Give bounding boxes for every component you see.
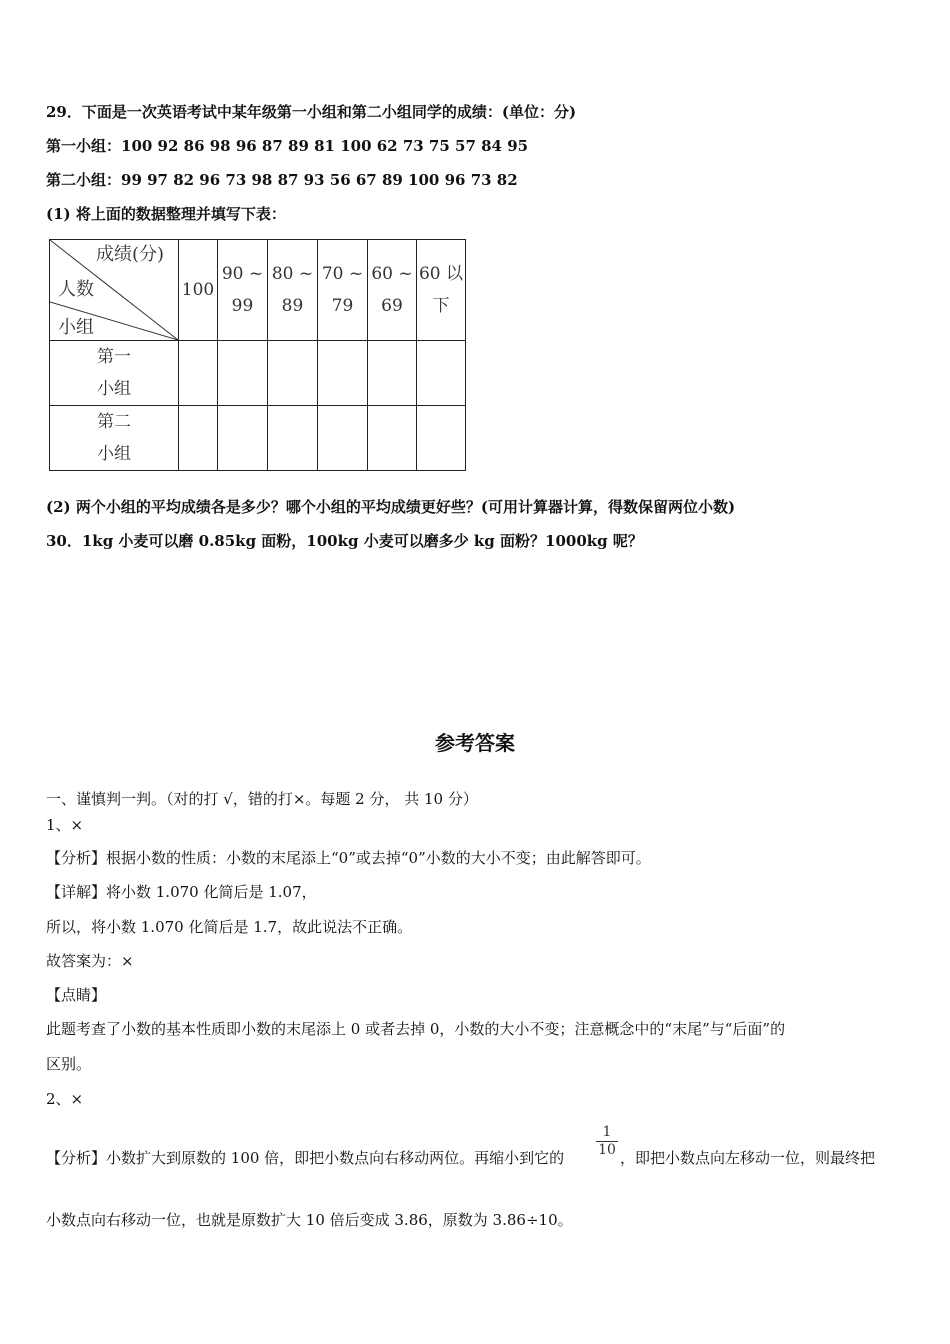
table-row bbox=[50, 406, 466, 471]
answer1-so: 所以，将小数 1.070 化简后是 1.7，故此说法不正确。 bbox=[46, 918, 413, 936]
answers-title: 参考答案 bbox=[435, 731, 515, 755]
col-header bbox=[218, 240, 268, 341]
fraction-denominator: 10 bbox=[596, 1141, 618, 1159]
col-header bbox=[368, 240, 417, 341]
answer1-comment-line2: 区别。 bbox=[46, 1055, 92, 1073]
blank-cell[interactable] bbox=[318, 341, 368, 406]
blank-cell[interactable] bbox=[268, 341, 318, 406]
col-header bbox=[417, 240, 466, 341]
col-header-line1: 100 bbox=[181, 280, 215, 300]
q29-group1-scores: 第一小组：100 92 86 98 96 87 89 81 100 62 73 75 57 84 95 bbox=[46, 137, 529, 155]
header-score: 成绩(分) bbox=[96, 244, 165, 265]
answer1-number: 1、× bbox=[46, 816, 84, 834]
row-header-line1: 第二 bbox=[97, 412, 131, 432]
blank-cell[interactable] bbox=[417, 406, 466, 471]
col-header bbox=[318, 240, 368, 341]
col-header-line1: 70 ~ bbox=[321, 264, 364, 284]
section1-heading: 一、谨慎判一判。（对的打 √，错的打×。每题 2 分， 共 10 分） bbox=[46, 790, 478, 808]
blank-cell[interactable] bbox=[218, 341, 268, 406]
blank-cell[interactable] bbox=[218, 406, 268, 471]
answer1-detail: 【详解】将小数 1.070 化简后是 1.07， bbox=[46, 883, 317, 901]
header-people: 人数 bbox=[58, 279, 94, 300]
blank-cell[interactable] bbox=[179, 406, 218, 471]
col-header bbox=[268, 240, 318, 341]
row-header-line1: 第一 bbox=[97, 347, 131, 367]
row-header-line2: 小组 bbox=[97, 444, 131, 464]
fraction-numerator: 1 bbox=[602, 1124, 612, 1140]
header-group: 小组 bbox=[58, 317, 94, 338]
q29-text: 29．下面是一次英语考试中某年级第一小组和第二小组同学的成绩：(单位：分) bbox=[46, 103, 577, 121]
col-header-line2: 69 bbox=[381, 296, 403, 316]
q29-part1: (1) 将上面的数据整理并填写下表： bbox=[46, 205, 286, 223]
q30-text: 30．1kg 小麦可以磨 0.85kg 面粉，100kg 小麦可以磨多少 kg 面粉？1000kg 呢？ bbox=[46, 532, 643, 550]
blank-cell[interactable] bbox=[268, 406, 318, 471]
answer2-analysis-part3: 小数点向右移动一位，也就是原数扩大 10 倍后变成 3.86，原数为 3.86÷10。 bbox=[46, 1211, 573, 1229]
row-header-line2: 小组 bbox=[97, 379, 131, 399]
col-header-line2: 89 bbox=[281, 296, 304, 316]
q29-part2: (2) 两个小组的平均成绩各是多少？哪个小组的平均成绩更好些？(可用计算器计算，得数保留两位小数) bbox=[46, 498, 736, 516]
blank-cell[interactable] bbox=[368, 341, 417, 406]
col-header bbox=[179, 240, 218, 341]
diagonal-header-cell bbox=[50, 240, 179, 341]
answer1-analysis: 【分析】根据小数的性质：小数的末尾添上“0”或去掉“0”小数的大小不变；由此解答即可。 bbox=[46, 849, 651, 867]
row-header bbox=[50, 341, 179, 406]
q29-group2-scores: 第二小组：99 97 82 96 73 98 87 93 56 67 89 100 96 73 82 bbox=[46, 171, 518, 189]
col-header-line2: 下 bbox=[432, 296, 450, 316]
blank-cell[interactable] bbox=[179, 341, 218, 406]
col-header-line1: 60 ~ bbox=[371, 264, 413, 284]
answer2-analysis-part2: ，即把小数点向左移动一位，则最终把 bbox=[620, 1149, 876, 1167]
answer1-final: 故答案为：× bbox=[46, 952, 134, 970]
col-header-line1: 90 ~ bbox=[221, 264, 264, 284]
col-header-line1: 80 ~ bbox=[271, 264, 314, 284]
col-header-line1: 60 以 bbox=[418, 264, 464, 284]
col-header-line2: 99 bbox=[231, 296, 254, 316]
table-row bbox=[50, 341, 466, 406]
col-header-line2: 79 bbox=[331, 296, 354, 316]
answer1-comment-label: 【点睛】 bbox=[46, 986, 107, 1004]
row-header bbox=[50, 406, 179, 471]
answer1-comment-line1: 此题考查了小数的基本性质即小数的末尾添上 0 或者去掉 0，小数的大小不变；注意概念中的“末尾”与“后面”的 bbox=[46, 1020, 786, 1038]
answer2-analysis-part1: 【分析】小数扩大到原数的 100 倍，即把小数点向右移动两位。再缩小到它的 bbox=[46, 1149, 565, 1167]
blank-cell[interactable] bbox=[417, 341, 466, 406]
answer2-number: 2、× bbox=[46, 1090, 84, 1108]
blank-cell[interactable] bbox=[368, 406, 417, 471]
fraction-one-tenth bbox=[596, 1124, 618, 1159]
blank-cell[interactable] bbox=[318, 406, 368, 471]
score-table bbox=[49, 239, 466, 471]
